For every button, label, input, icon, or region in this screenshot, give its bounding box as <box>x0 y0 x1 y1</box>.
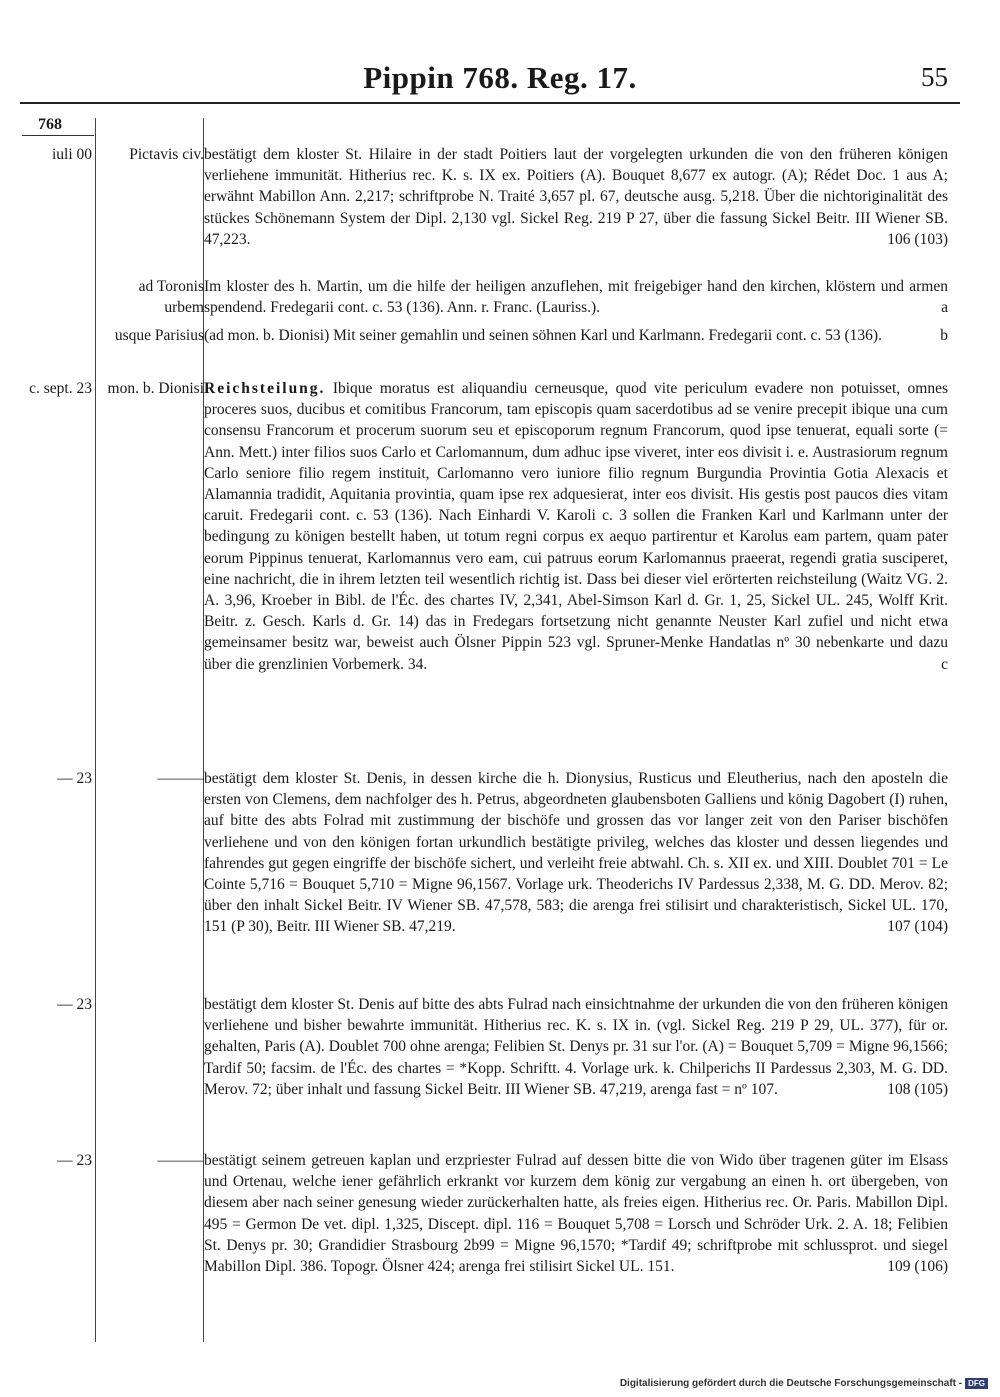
entry-text <box>204 994 948 1100</box>
entry-date: c. sept. 23 <box>29 380 92 397</box>
entry-text <box>204 768 948 938</box>
entry-body: bestätigt dem kloster St. Hilaire in der stadt Poitiers laut der vorgelegten urkunden die von den früheren königen verliehene immunität. Hitherius rec. K. s. IX ex. Poitiers (A). Bouquet 8,677 ex autogr. (A); Rédet Doc. 1 aus A; erwähnt Mabillon Ann. 2,217; schriftprobe N. Traité 3,657 pl. 67, deutsche ausg. 5,218. Über die nichtoriginalität des stückes Schönemann System der Dipl. 2,130 vgl. Sickel Reg. 219 P 27, über die fassung Sickel Beitr. III Wiener SB. 47,223. <box>204 146 948 248</box>
entry-text <box>204 378 948 675</box>
entry-text <box>204 276 948 318</box>
entry-date: — 23 <box>57 770 92 787</box>
entry-place: Pictavis civ. <box>129 146 204 163</box>
entry-place: mon. b. Dionisi <box>107 380 204 397</box>
entry-body: Im kloster des h. Martin, um die hilfe der heiligen anzuflehen, mit freigebiger hand den kirchen, klöstern und armen spendend. Fredegarii cont. c. 53 (136). Ann. r. Franc. (Lauriss.). <box>204 278 948 317</box>
page-number: 55 <box>921 62 948 92</box>
page-title: Pippin 768. Reg. 17. <box>363 60 637 95</box>
entry-body: bestätigt dem kloster St. Denis, in dessen kirche die h. Dionysius, Rusticus und Eleutherius, nach den aposteln die ersten von Clemens, dem nachfolger des h. Petrus, abgeordneten glaubensboten Galliens und könig Dagobert (I) ruhen, auf bitte des abts Folrad mit zustimmung der bischöfe und grossen das vor langer zeit von den Pariser bischöfen verliehene und von den königen fortan urkundlich bestätigte privileg, welches das kloster und dessen liegendes und fahrendes gut gegen eingriffe der bischöfe sichert, und verleiht freie abtwahl. Ch. s. XII ex. und XIII. Doublet 701 = Le Cointe 5,716 = Bouquet 5,710 = Migne 96,1567. Vorlage urk. Theoderichs IV Pardessus 2,338, M. G. DD. Merov. 82; über den inhalt Sickel Beitr. IV Wiener SB. 47,578, 583; die arenga frei stilisirt und charakteristisch, Sickel UL. 170, 151 (P 30), Beitr. III Wiener SB. 47,219. <box>204 770 948 936</box>
header-rule <box>20 102 960 104</box>
entry-date: — 23 <box>57 996 92 1013</box>
entry-body: Ibique moratus est aliquandiu cerneusque, quod vite periculum evadere non potuisset, omnes proceres suos, ducibus et comitibus Francorum, tam episcopis quam sacerdotibus ad se venire precepit ibique una cum consensu Francorum et procerum suorum seu et episcoporum regnum Francorum, quod ipse tenuerat, equali sorte (= Ann. Mett.) inter filios suos Carlo et Carlomannum, dum adhuc ipse viveret, inter eos divisit i. e. Austrasiorum regnum Carlo seniore filio regem instituit, Carlomanno vero iuniore filio regnum Burgundia Provintia Gotia Alexacis et Alamannia tradidit, Aquitania provintia, quam ipse rex adquesierat, inter eos divisit. His gestis post paucos dies vitam caruit. Fredegarii cont. c. 53 (136). Nach Einhardi V. Karoli c. 3 sollen die Franken Karl und Karlmann unter der bedingung zu königen bestellt haben, ut totum regni corpus ex aequo partirentur et Karolus eam partem, quam pater eorum Pippinus tenuerat, Karlomannus vero eam, cui patruus eorum Karlomannus praeerat, regendi gratia susciperet, eine nachricht, die in ihrem letzten teil wesentlich richtig ist. Dass bei dieser viel erörterten reichsteilung (Waitz VG. 2. A. 3,96, Kroeber in Bibl. de l'Éc. des chartes IV, 2,341, Abel-Simson Karl d. Gr. 1, 25, Sickel UL. 245, Wolff Krit. Beitr. z. Gesch. Karls d. Gr. 14) das in Fredegars fortsetzung nicht genannte Neuster Karl zufiel und nicht etwa gemeinsamer besitz war, beweist auch Ölsner Pippin 523 vgl. Spruner-Menke Handatlas nº 30 nebenkarte und dazu über die grenzlinien Vorbemerk. 34. <box>204 380 948 673</box>
entry-body: bestätigt dem kloster St. Denis auf bitte des abts Fulrad nach einsichtnahme der urkunden die von den früheren königen verliehene und bisher bewahrte immunität. Hitherius rec. K. s. IX in. (vgl. Sickel Reg. 219 P 29, UL. 377), für or. gehalten, Paris (A). Doublet 700 ohne arenga; Felibien St. Denys pr. 31 sur l'or. (A) = Bouquet 5,709 = Migne 96,1566; Tardif 50; facsim. de l'Éc. des chartes = *Kopp. Schriftt. 4. Vorlage urk. k. Chilperichs II Pardessus 2,303, M. G. DD. Merov. 72; über inhalt und fassung Sickel Beitr. III Wiener SB. 47,219, arenga fast = nº 107. <box>204 996 948 1098</box>
year-label: 768 <box>38 116 62 133</box>
page-header <box>0 56 1000 102</box>
entry-lead: Reichsteilung. <box>204 380 326 397</box>
entry-body: bestätigt seinem getreuen kaplan und erzpriester Fulrad auf dessen bitte die von Wido über tragenen güter im Elsass und Ortenau, welche iener gefährlich erkrankt vor kurzem dem könig zur vergabung an einen h. ort übergeben, von diesem aber nach seiner genesung wieder zurückerhalten hatte, als freies eigen. Hitherius rec. Or. Paris. Mabillon Dipl. 495 = Germon De vet. dipl. 1,325, Discept. dipl. 116 = Bouquet 5,708 = Lorsch und Schröder Urk. 2. A. 18; Felibien St. Denys pr. 30; Grandidier Strasbourg 2b99 = Migne 96,1570; *Tardif 49; schriftprobe mit schlussprot. und siegel Mabillon Dipl. 386. Topogr. Ölsner 424; arenga frei stilisirt Sickel UL. 151. <box>204 1152 948 1276</box>
year-underline <box>22 135 94 136</box>
entry-ref: a <box>941 299 948 317</box>
entry-place: ——— <box>157 1152 204 1169</box>
entry-ref: 108 (105) <box>887 1080 948 1098</box>
entry-date: — 23 <box>57 1152 92 1169</box>
entry-text <box>204 325 948 346</box>
entry-ref: 107 (104) <box>887 918 948 936</box>
entry-text <box>204 1150 948 1277</box>
entry-ref: 109 (106) <box>887 1258 948 1276</box>
entry-ref: c <box>941 655 948 673</box>
entry-place: ——— <box>157 770 204 787</box>
footer-text: Digitalisierung gefördert durch die Deutsche Forschungsgemeinschaft - <box>619 1378 963 1390</box>
entry-date: iuli 00 <box>51 146 92 163</box>
entry-ref: b <box>940 327 948 344</box>
dfg-logo: DFG <box>965 1378 988 1389</box>
entry-body: (ad mon. b. Dionisi) Mit seiner gemahlin und seinen söhnen Karl und Karlmann. Fredegarii cont. c. 53 (136). <box>204 327 882 344</box>
entry-ref: 106 (103) <box>887 230 948 248</box>
entry-place: ad Toronis urbem <box>138 278 204 316</box>
digitization-footer <box>620 1378 988 1389</box>
column-divider-date <box>95 118 96 1342</box>
entry-place: usque Parisius <box>114 327 204 344</box>
entry-text <box>204 144 948 250</box>
